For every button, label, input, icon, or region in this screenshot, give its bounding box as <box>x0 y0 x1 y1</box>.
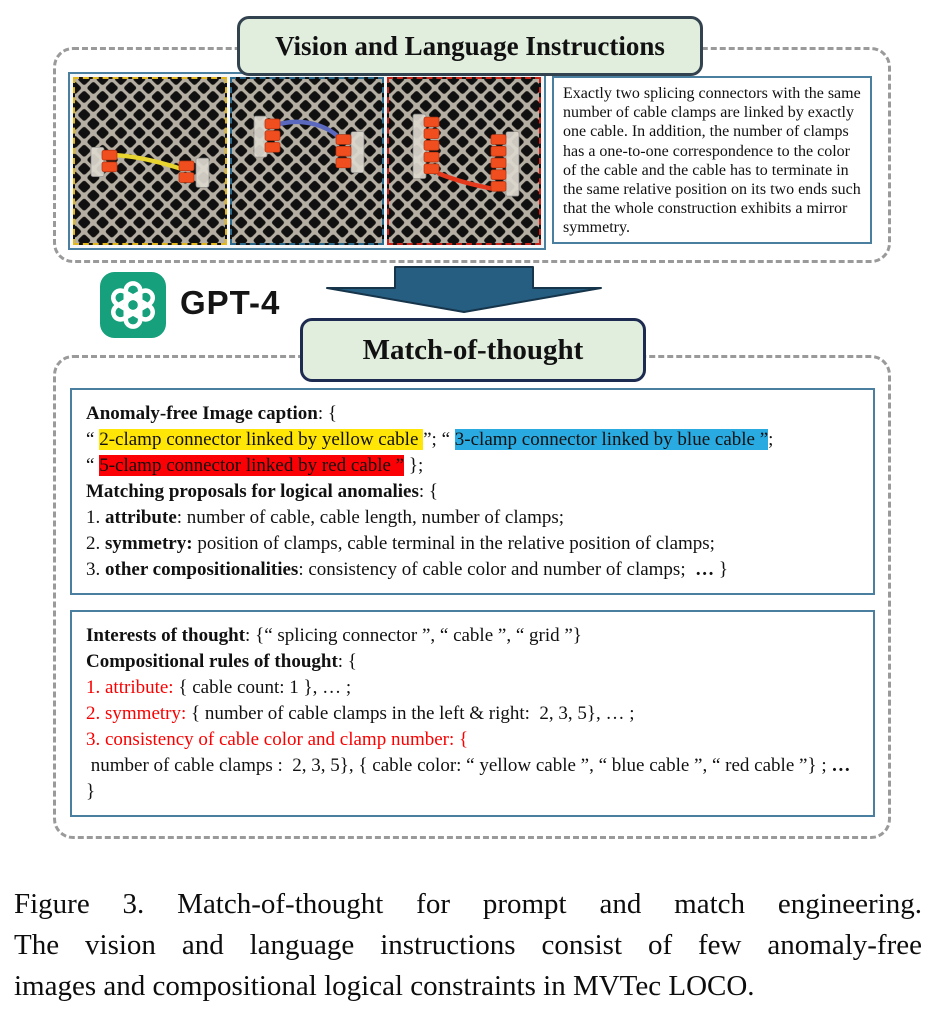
figure-caption-line-3: images and compositional logical constraints in MVTec LOCO. <box>14 970 755 1002</box>
compositional-rules-header: Compositional rules of thought: { <box>86 651 357 672</box>
figure-caption-line-1: Figure 3. Match-of-thought for prompt and match engineering. <box>14 888 922 920</box>
vision-language-title <box>237 16 703 76</box>
proposal-symmetry: 2. symmetry: position of clamps, cable terminal in the relative position of clamps; <box>86 533 715 554</box>
proposal-other-compositionalities: 3. other compositionalities: consistency of cable color and number of clamps; … } <box>86 559 728 580</box>
sample-image-5clamp-red <box>387 77 541 245</box>
match-of-thought-title <box>300 318 646 382</box>
language-instruction-text: Exactly two splicing connectors with the same number of cable clamps are linked by exactly one cable. In addition, the number of clamps has a one-to-one correspondence to the color of the cable and the cable has to terminate in the same relative position on its two ends such that the whole construction exhibits a mirror symmetry. <box>563 85 861 237</box>
down-arrow-icon <box>326 266 602 314</box>
anomaly-caption-box <box>70 388 875 595</box>
thought-rules-box <box>70 610 875 817</box>
matching-proposals-header: Matching proposals for logical anomalies: { <box>86 481 439 502</box>
proposal-attribute: 1. attribute: number of cable, cable length, number of clamps; <box>86 507 565 528</box>
vision-language-title-label: Vision and Language Instructions <box>275 30 665 61</box>
right-connector-3clamp <box>336 132 364 173</box>
gpt4-label: GPT-4 <box>180 284 281 321</box>
caption-highlight-line-2: “ 5-clamp connector linked by red cable ” }; <box>86 455 424 476</box>
match-of-thought-title-label: Match-of-thought <box>362 333 584 366</box>
figure-caption-line-2: The vision and language instructions consist of few anomaly-free <box>14 929 922 961</box>
rule-symmetry: 2. symmetry: { number of cable clamps in the left & right: 2, 3, 5}, … ; <box>86 703 635 724</box>
rule-attribute: 1. attribute: { cable count: 1 }, … ; <box>86 677 352 698</box>
language-instruction-box <box>552 76 872 244</box>
sample-image-5clamp-red-drawing <box>389 79 539 243</box>
openai-logo-icon <box>100 272 166 338</box>
interests-of-thought-line: Interests of thought: {“ splicing connector ”, “ cable ”, “ grid ”} <box>86 625 582 646</box>
caption-highlight-line-1: “ 2-clamp connector linked by yellow cable ”; “ 3-clamp connector linked by blue cable ”; <box>86 429 774 450</box>
sample-image-3clamp-blue-drawing <box>232 79 382 243</box>
left-connector-5clamp <box>413 114 439 178</box>
left-connector-3clamp <box>254 116 280 157</box>
rule-consistency-body: number of cable clamps : 2, 3, 5}, { cable color: “ yellow cable ”, “ blue cable ”, “ red cable ”} ; … } <box>86 755 856 802</box>
rule-consistency-header: 3. consistency of cable color and clamp number: { <box>86 729 469 750</box>
caption-header-line: Anomaly-free Image caption: { <box>86 403 337 424</box>
sample-image-2clamp-yellow <box>73 77 227 245</box>
figure-caption <box>14 884 922 1007</box>
sample-images-panel <box>68 72 546 250</box>
right-connector-5clamp <box>491 132 519 196</box>
sample-image-2clamp-yellow-drawing <box>75 79 225 243</box>
sample-image-3clamp-blue <box>230 77 384 245</box>
